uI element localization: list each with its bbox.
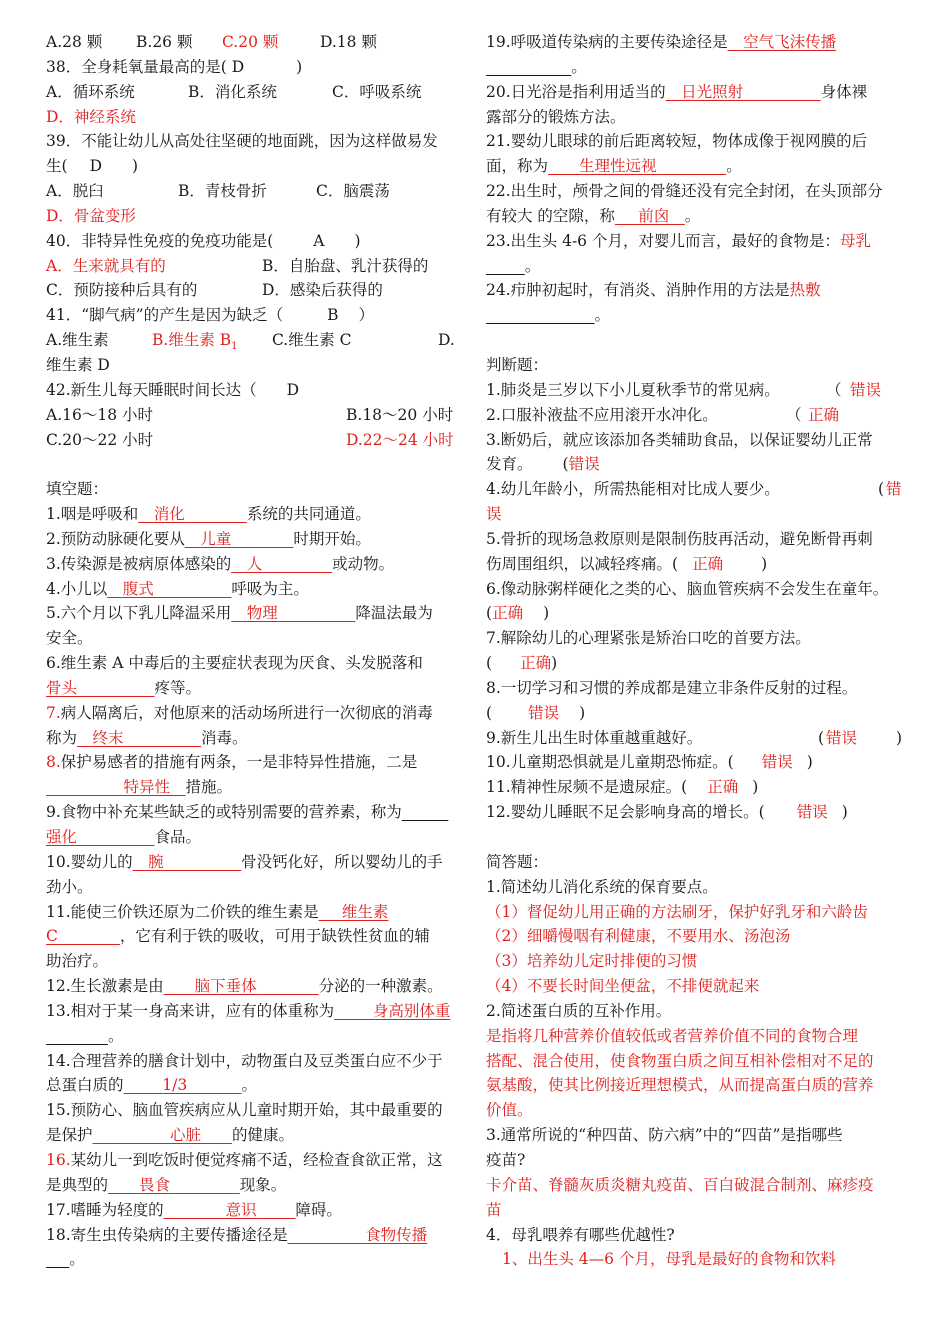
q41-stem: 41．“脚气病”的产生是因为缺乏（ B ） [46,306,374,325]
judge-q3-cont: 发育。 (错误 [486,455,600,474]
fill-q21-cont: 面，称为____生理性远视_________。 [486,157,742,176]
short-a4-line1: 1、出生头 4—6 个月，母乳是最好的食物和饮料 [502,1250,836,1269]
short-a1-line2: （2）细嚼慢咽有利健康，不要用水、汤泡汤 [486,927,791,946]
q41-options: A.维生素 B.维生素 $B_1$ C.维生素 C D. [46,331,455,353]
fill-q8: 8.保护易感者的措施有两条，一是非特异性措施，二是 [46,753,418,772]
q38-stem: 38．全身耗氧量最高的是( D ) [46,57,303,76]
fill-q2: 2.预防动脉硬化要从__儿童________时期开始。 [46,529,371,548]
q39-stem-cont: 生( D ) [46,157,139,176]
fill-q8-cont: __________特异性__措施。 [46,778,233,797]
fill-q22: 22.出生时，颅骨之间的骨缝还没有完全封闭，在头顶部分 [486,182,883,201]
judge-q6-cont: (正确 ) [486,604,550,623]
q39-option-d: D．骨盆变形 [46,206,136,225]
fill-q18: 18.寄生虫传染病的主要传播途径是__________食物传播 [46,1225,428,1244]
fill-q5: 5.六个月以下乳儿降温采用__物理__________降温法最为 [46,604,433,623]
fill-q13: 13.相对于某一身高来讲，应有的体重称为_____身高别体重 [46,1001,451,1020]
short-q2: 2.简述蛋白质的互补作用。 [486,1001,672,1020]
fill-section-title: 填空题： [46,480,109,499]
short-a2-line2: 搭配、混合使用，使食物蛋白质之间互相补偿相对不足的 [486,1051,874,1070]
fill-q19: 19.呼吸道传染病的主要传染途径是__空气飞沫传播 [486,33,837,51]
short-q1: 1.简述幼儿消化系统的保育要点。 [486,877,718,896]
left-column [46,30,466,1272]
short-a2-line1: 是指将几种营养价值较低或者营养价值不同的食物合理 [486,1026,859,1045]
fill-q13-cont: ________。 [46,1026,124,1045]
short-section-title: 简答题： [486,852,549,871]
q40-stem: 40．非特异性免疫的免疫功能是( A ) [46,231,361,250]
fill-q11-cont: C________，它有利于铁的吸收，可用于缺铁性贫血的辅 [46,927,430,946]
judge-q9: 9.新生儿出生时体重越重越好。 ( 错误 ) [486,728,903,747]
fill-q12: 12.生长激素是由____脑下垂体________分泌的一种激素。 [46,977,443,996]
judge-q8: 8.一切学习和习惯的养成都是建立非条件反射的过程。 [486,678,858,697]
short-a1-line1: （1）督促幼儿用正确的方法刷牙，保护好乳牙和六龄齿 [486,902,868,921]
judge-q7: 7.解除幼儿的心理紧张是矫治口吃的首要方法。 [486,629,811,648]
fill-q22-cont: 有较大 的空隙，称___前囟__。 [486,206,701,225]
fill-q24-cont: ______________。 [486,306,611,325]
q41-option-d-cont: 维生素 D [46,355,110,374]
short-q3-line1: 3.通常所说的“种四苗、防六病”中的“四苗”是指哪些 [486,1126,843,1145]
fill-q6-cont: 骨头__________疼等。 [46,678,202,697]
judge-q4-cont: 误 [486,505,502,524]
fill-q4: 4.小儿以__腹式__________呼吸为主。 [46,579,309,598]
fill-q19-cont: ___________。 [486,57,587,76]
judge-q5-cont: 伤周围组织，以减轻疼痛。( 正确 ) [486,554,768,573]
short-q4: 4．母乳喂养有哪些优越性? [486,1225,675,1244]
fill-q20-cont: 露部分的锻炼方法。 [486,107,626,126]
short-a1-line4: （4）不要长时间坐便盆，不排便就起来 [486,977,760,996]
q38-option-d: D．神经系统 [46,107,136,126]
fill-q3: 3.传染源是被病原体感染的__人_________或动物。 [46,554,395,573]
fill-q5-cont: 安全。 [46,629,93,648]
fill-q10: 10.婴幼儿的__腕__________骨没钙化好，所以婴幼儿的手 [46,852,443,871]
fill-q10-cont: 劲小。 [46,877,93,896]
fill-q14: 14.合理营养的膳食计划中，动物蛋白及豆类蛋白应不少于 [46,1051,443,1070]
fill-q17: 17.嗜睡为轻度的________意识_____障碍。 [46,1200,342,1219]
fill-q23-cont: _____。 [486,256,541,275]
fill-q24: 24.疖肿初起时，有消炎、消肿作用的方法是热敷 [486,281,821,300]
judge-q3: 3.断奶后，就应该添加各类辅助食品，以保证婴幼儿正常 [486,430,873,449]
short-q3-line2: 疫苗? [486,1150,526,1169]
fill-q1: 1.咽是呼吸和__消化________系统的共同通道。 [46,505,371,524]
judge-q11: 11.精神性尿频不是遗尿症。( 正确 ) [486,778,759,797]
judge-q10: 10.儿童期恐惧就是儿童期恐怖症。( 错误 ) [486,753,813,772]
fill-q7-cont: 称为__终末__________消毒。 [46,728,248,747]
q42-options-cd: C.20～22 小时 D.22～24 小时 [46,430,454,449]
judge-q4: 4.幼儿年龄小，所需热能相对比成人要少。 ( 错 [486,480,902,499]
q40-options-ab: A．生来就具有的 B．自胎盘、乳汁获得的 [46,256,429,275]
fill-q18-cont: ___。 [46,1250,85,1269]
q42-options-ab: A.16～18 小时 B.18～20 小时 [46,405,454,424]
fill-q6: 6.维生素 A 中毒后的主要症状表现为厌食、头发脱落和 [46,654,423,673]
judge-section-title: 判断题： [486,355,549,374]
fill-q7: 7.病人隔离后，对他原来的活动场所进行一次彻底的消毒 [46,703,433,722]
judge-q2: 2.口服补液盐不应用滚开水冲化。 （ 正确 [486,405,840,424]
judge-q5: 5.骨折的现场急救原则是限制伤肢再活动，避免断骨再刺 [486,529,873,548]
fill-q20: 20.日光浴是指利用适当的__日光照射__________身体裸 [486,82,868,101]
fill-q16: 16.某幼儿一到吃饭时便觉疼痛不适，经检查食欲正常，这 [46,1150,443,1169]
judge-q8-cont: ( 错误 ) [486,703,586,722]
fill-q11-cont2: 助治疗。 [46,952,109,971]
fill-q14-cont: 总蛋白质的_____1/3_______。 [46,1076,257,1095]
fill-q21: 21.婴幼儿眼球的前后距离较短，物体成像于视网膜的后 [486,132,868,151]
fill-q9: 9.食物中补充某些缺乏的或特别需要的营养素，称为______ [46,803,449,822]
judge-q12: 12.婴幼儿睡眠不足会影响身高的增长。( 错误 ) [486,803,848,822]
q38-options: A．循环系统 B．消化系统 C．呼吸系统 [46,82,422,101]
judge-q7-cont: ( 正确) [486,654,558,673]
fill-q23: 23.出生头 4-6 个月，对婴儿而言，最好的食物是：母乳 [486,231,871,250]
judge-q1: 1.肺炎是三岁以下小儿夏秋季节的常见病。 （ 错误 [486,380,882,399]
q39-options: A．脱臼 B．青枝骨折 C．脑震荡 [46,182,390,201]
fill-q16-cont: 是典型的____畏食_________现象。 [46,1175,287,1194]
right-column [486,30,906,1272]
short-a3-line1: 卡介苗、脊髓灰质炎糖丸疫苗、百白破混合制剂、麻疹疫 [486,1175,874,1194]
short-a3-line2: 苗 [486,1200,502,1219]
q40-options-cd: C．预防接种后具有的 D．感染后获得的 [46,281,383,300]
fill-q11: 11.能使三价铁还原为二价铁的维生素是___维生素 [46,902,389,921]
judge-q6: 6.像动脉粥样硬化之类的心、脑血管疾病不会发生在童年。 [486,579,889,598]
q42-stem: 42.新生儿每天睡眠时间长达（ D [46,380,300,399]
fill-q9-cont: 强化__________食品。 [46,828,202,846]
short-a1-line3: （3）培养幼儿定时排便的习惯 [486,952,698,971]
q37-options: A.28 颗 B.26 颗 C.20 颗 D.18 颗 [46,33,377,51]
short-a2-line4: 价值。 [486,1101,533,1120]
fill-q15: 15.预防心、脑血管疾病应从儿童时期开始，其中最重要的 [46,1101,443,1120]
q39-stem: 39．不能让幼儿从高处往坚硬的地面跳，因为这样做易发 [46,132,438,151]
short-a2-line3: 氨基酸，使其比例接近理想模式，从而提高蛋白质的营养 [486,1076,874,1095]
fill-q15-cont: 是保护__________心脏____的健康。 [46,1126,295,1145]
